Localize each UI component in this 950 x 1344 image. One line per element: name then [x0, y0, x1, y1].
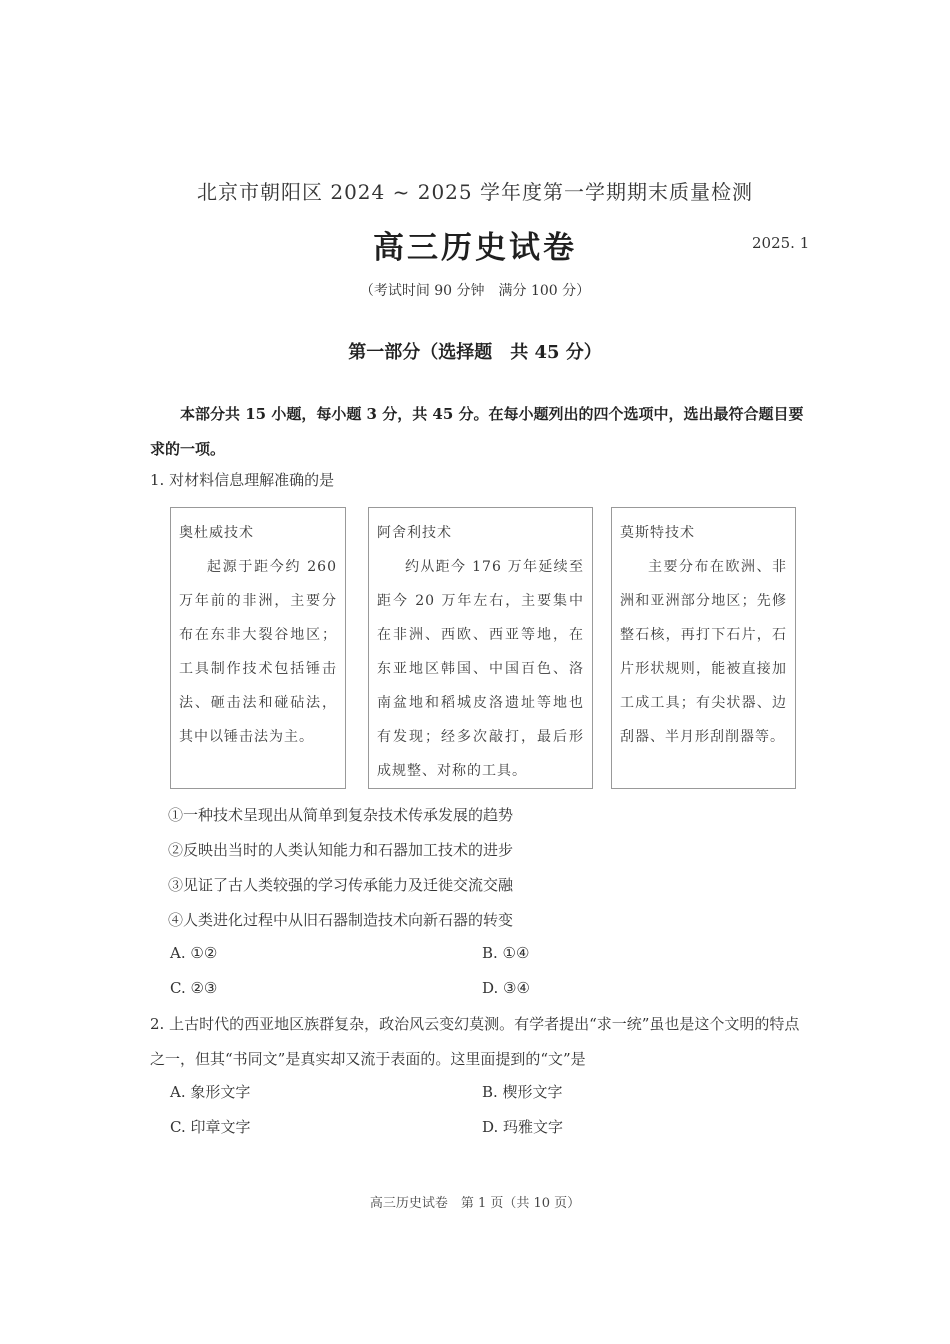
- q1-option-a[interactable]: A. ①②: [170, 944, 218, 962]
- material-box-title: 阿舍利技术: [377, 525, 452, 541]
- q1-option-d[interactable]: D. ③④: [482, 979, 530, 997]
- material-box-mousterian: [611, 507, 796, 789]
- material-box-text: 约从距今 176 万年延续至距今 20 万年左右，主要集中在非洲、西欧、西亚等地，在东亚地区韩国、中国百色、洛南盆地和稻城皮洛遗址等地也有发现；经多次敲打，最后形成规整、对称的工具。: [377, 559, 584, 779]
- q1-option-b[interactable]: B. ①④: [482, 944, 530, 962]
- material-box-title: 莫斯特技术: [620, 525, 695, 541]
- exam-info: （考试时间 90 分钟 满分 100 分）: [359, 283, 591, 299]
- q2-option-d[interactable]: D. 玛雅文字: [482, 1118, 564, 1136]
- material-box-text: 主要分布在欧洲、非洲和亚洲部分地区；先修整石核，再打下石片，石片形状规则，能被直接加工成工具；有尖状器、边刮器、半月形刮削器等。: [620, 559, 787, 745]
- q1-option-c[interactable]: C. ②③: [170, 979, 218, 997]
- exam-date: 2025. 1: [752, 234, 810, 252]
- statement-3: ③见证了古人类较强的学习传承能力及迁徙交流交融: [168, 876, 514, 894]
- statement-1: ①一种技术呈现出从简单到复杂技术传承发展的趋势: [168, 806, 514, 824]
- material-box-text: 起源于距今约 260 万年前的非洲，主要分布在东非大裂谷地区；工具制作技术包括锤击法、砸击法和碰砧法，其中以锤击法为主。: [179, 559, 337, 745]
- part-one-title: 第一部分（选择题 共 45 分）: [348, 342, 602, 363]
- material-box-oldowan: [170, 507, 346, 789]
- q2-option-c[interactable]: C. 印章文字: [170, 1118, 251, 1136]
- page-footer: 高三历史试卷 第 1 页（共 10 页）: [369, 1196, 581, 1211]
- question-1-stem: 1. 对材料信息理解准确的是: [150, 471, 335, 489]
- statement-4: ④人类进化过程中从旧石器制造技术向新石器的转变: [168, 911, 514, 929]
- q2-option-b[interactable]: B. 楔形文字: [482, 1083, 563, 1101]
- material-box-title: 奥杜威技术: [179, 525, 254, 541]
- material-box-acheulean: [368, 507, 593, 789]
- page-title: 高三历史试卷: [373, 230, 577, 266]
- q2-option-a[interactable]: A. 象形文字: [170, 1083, 251, 1101]
- statement-2: ②反映出当时的人类认知能力和石器加工技术的进步: [168, 841, 514, 859]
- question-2-stem: 2. 上古时代的西亚地区族群复杂，政治风云变幻莫测。有学者提出“求一统”虽也是这个文明的特点之一，但其“书同文”是真实却又流于表面的。这里面提到的“文”是: [150, 1015, 800, 1068]
- exam-header-line: 北京市朝阳区 2024 ~ 2025 学年度第一学期期末质量检测: [197, 180, 753, 204]
- part-instructions: 本部分共 15 小题，每小题 3 分，共 45 分。在每小题列出的四个选项中，选出最符合题目要求的一项。: [150, 405, 804, 458]
